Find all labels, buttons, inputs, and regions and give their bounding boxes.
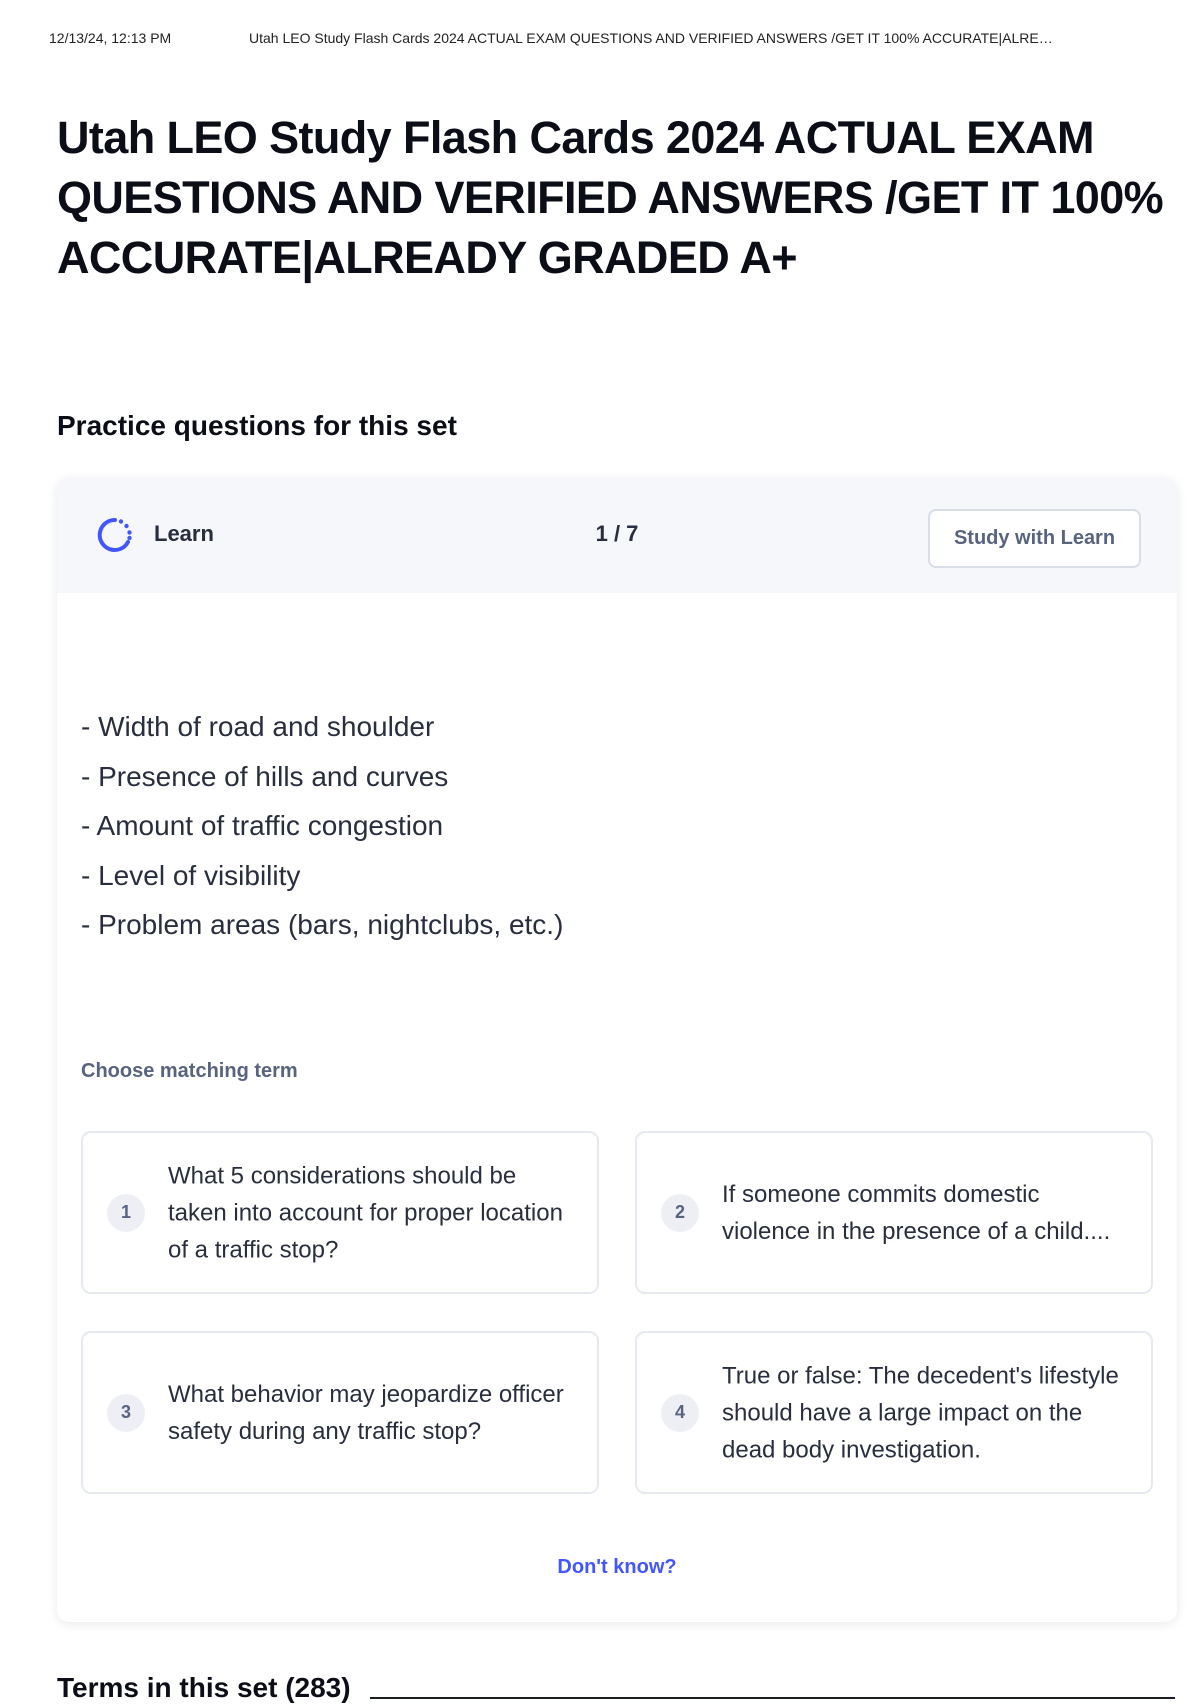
answer-option-4[interactable] [635,1331,1153,1494]
definition-line: - Problem areas (bars, nightclubs, etc.) [81,909,564,940]
option-text: What 5 considerations should be taken into account for proper location of a traffic stop? [168,1162,563,1263]
answer-option-2[interactable] [635,1131,1153,1294]
answer-option-3[interactable] [81,1331,599,1494]
terms-in-set-heading: Terms in this set (283) [57,1672,351,1703]
dont-know-link[interactable]: Don't know? [557,1556,677,1578]
choose-matching-term-prompt: Choose matching term [81,1060,298,1082]
answer-option-1[interactable] [81,1131,599,1294]
learn-mode-label: Learn [154,521,214,546]
option-number-badge: 3 [107,1394,145,1432]
practice-section-heading: Practice questions for this set [57,410,457,441]
definition-line: - Presence of hills and curves [81,760,449,792]
option-number-badge: 1 [107,1194,145,1232]
question-progress: 1 / 7 [595,521,639,546]
option-number-badge: 4 [661,1394,699,1432]
practice-card-header [57,478,1177,593]
definition-line: - Amount of traffic congestion [81,810,444,841]
definition-text [81,702,563,950]
print-header [49,30,1169,46]
page-title: Utah LEO Study Flash Cards 2024 ACTUAL EXAM QUESTIONS AND VERIFIED ANSWERS /GET IT 100% ACCURATE|ALREADY GRADED A+ [57,112,1164,283]
option-text: What behavior may jeopardize officer safety during any traffic stop? [168,1380,564,1445]
divider [370,1697,1175,1699]
print-document-title: Utah LEO Study Flash Cards 2024 ACTUAL EXAM QUESTIONS AND VERIFIED ANSWERS /GET IT 100% ACCURATE|ALRE… [249,30,1053,46]
definition-line: - Width of road and shoulder [81,711,435,742]
definition-line: - Level of visibility [81,859,301,891]
option-text: If someone commits domestic violence in the presence of a child.... [722,1180,1111,1245]
print-date: 12/13/24, 12:13 PM [49,30,172,46]
study-with-learn-button[interactable]: Study with Learn [928,509,1141,568]
option-text: True or false: The decedent's lifestyle should have a large impact on the dead body investigation. [722,1362,1119,1463]
practice-card [57,478,1177,1622]
option-number-badge: 2 [661,1194,699,1232]
